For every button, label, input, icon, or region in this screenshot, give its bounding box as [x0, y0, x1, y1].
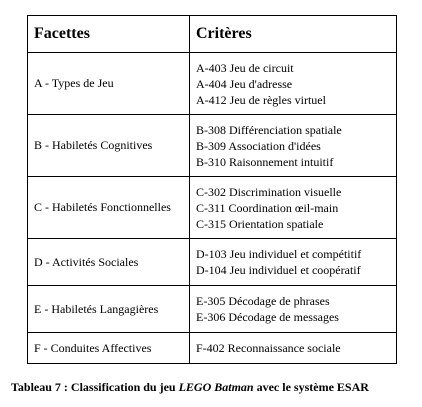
criterion: B-310 Raisonnement intuitif: [196, 154, 334, 169]
criterion: F-402 Reconnaissance sociale: [196, 341, 341, 355]
criterion: A-412 Jeu de règles virtuel: [196, 92, 326, 107]
header-criteres: Critères: [190, 16, 397, 53]
criterion: C-311 Coordination œil-main: [196, 200, 339, 215]
table-row: [28, 333, 397, 364]
criterion: B-309 Association d'idées: [196, 138, 321, 153]
caption-prefix: Tableau 7 : Classification du jeu: [11, 380, 179, 394]
table-header-row: [28, 16, 397, 53]
criterion: E-306 Décodage de messages: [196, 310, 339, 324]
criterion: D-103 Jeu individuel et compétitif: [196, 247, 362, 261]
criterion: C-302 Discrimination visuelle: [196, 184, 342, 199]
table-caption: [11, 380, 416, 395]
facet-cell: A - Types de Jeu: [28, 53, 190, 115]
criterion: D-104 Jeu individuel et coopératif: [196, 263, 361, 277]
criteria-cell: [190, 177, 397, 239]
table-row: [28, 286, 397, 333]
facet-cell: F - Conduites Affectives: [28, 333, 190, 364]
criterion: A-404 Jeu d'adresse: [196, 76, 293, 91]
facet-cell: C - Habiletés Fonctionnelles: [28, 177, 190, 239]
facet-cell: E - Habiletés Langagières: [28, 286, 190, 333]
table-row: [28, 239, 397, 286]
table-row: [28, 177, 397, 239]
criteria-cell: [190, 115, 397, 177]
criterion: E-305 Décodage de phrases: [196, 294, 330, 308]
criteria-cell: [190, 286, 397, 333]
table-row: [28, 115, 397, 177]
caption-suffix: avec le système ESAR: [253, 380, 369, 394]
header-facettes: Facettes: [28, 16, 190, 53]
table-row: [28, 53, 397, 115]
criteria-cell: [190, 239, 397, 286]
caption-game-title: LEGO Batman: [178, 380, 254, 394]
classification-table: [27, 15, 397, 364]
criteria-cell: [190, 333, 397, 364]
facet-cell: D - Activités Sociales: [28, 239, 190, 286]
criterion: C-315 Orientation spatiale: [196, 216, 324, 231]
facet-cell: B - Habiletés Cognitives: [28, 115, 190, 177]
criterion: B-308 Différenciation spatiale: [196, 122, 342, 137]
criteria-cell: [190, 53, 397, 115]
criterion: A-403 Jeu de circuit: [196, 60, 294, 75]
